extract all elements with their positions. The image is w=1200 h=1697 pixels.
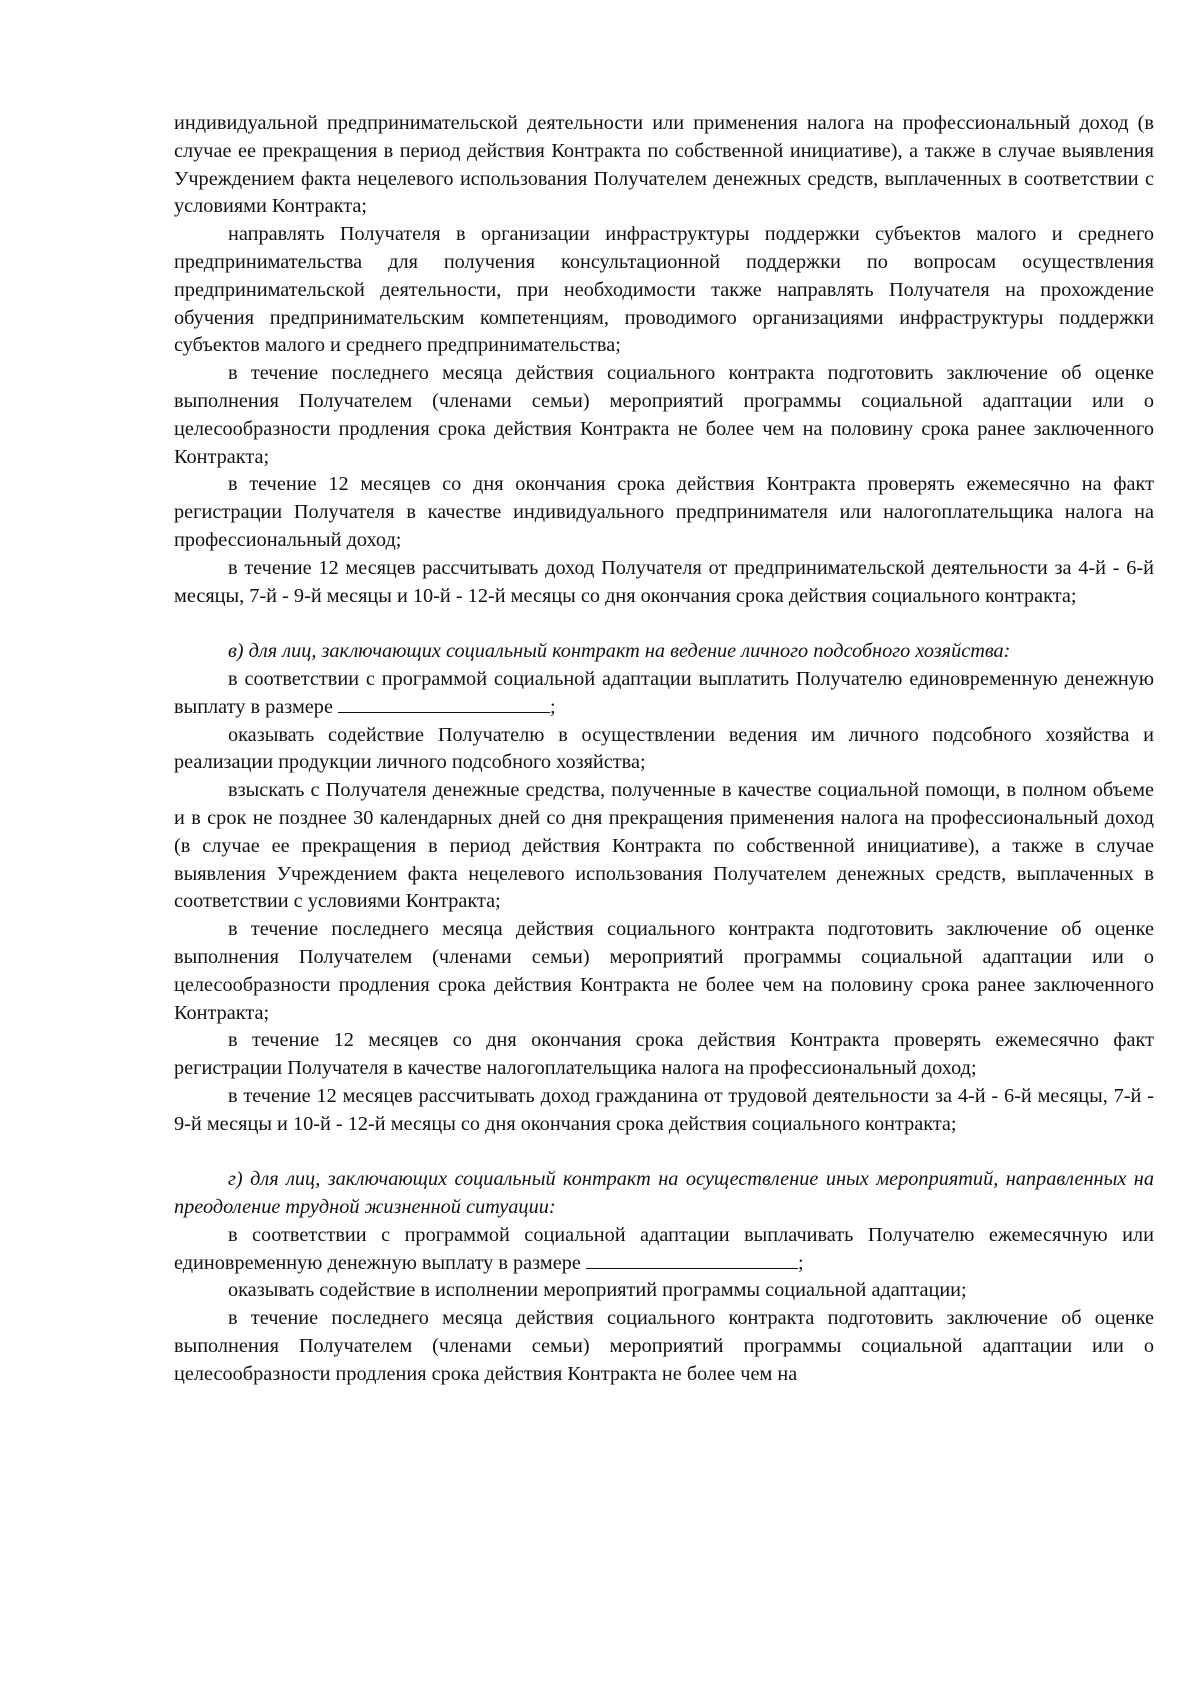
amount-blank-line	[586, 1250, 798, 1269]
paragraph-payment-blank	[174, 1222, 1154, 1278]
paragraph-plain: индивидуальной предпринимательской деятельности или применения налога на профессиональный доход (в случае ее прекращения в период действия Контракта по собственной инициативе), а также в случае выявления Учреждением факта нецелевого использования Получателем денежных средств, выплаченных в соответствии с условиями Контракта;	[174, 112, 1154, 218]
paragraph-registration-check: в течение 12 месяцев со дня окончания срока действия Контракта проверять ежемесячно факт регистрации Получателя в качестве налогоплательщика налога на профессиональный доход;	[174, 1029, 1154, 1080]
amount-blank-line	[338, 694, 550, 713]
paragraph-income-calculation: в течение 12 месяцев рассчитывать доход гражданина от трудовой деятельности за 4-й - 6-й месяцы, 7-й - 9-й месяцы и 10-й - 12-й месяцы со дня окончания срока действия социального контракта;	[174, 1084, 1154, 1135]
paragraph-assessment: в течение последнего месяца действия социального контракта подготовить заключение об оценке выполнения Получателем (членами семьи) мероприятий программы социальной адаптации или о целесообразности продления срока действия Контракта не более чем на	[174, 1307, 1154, 1385]
paragraph-household-assistance: оказывать содействие Получателю в осуществлении ведения им личного подсобного хозяйства и реализации продукции личного подсобного хозяйства;	[174, 723, 1154, 774]
paragraph-registration-check: в течение 12 месяцев со дня окончания срока действия Контракта проверять ежемесячно на факт регистрации Получателя в качестве индивидуального предпринимателя или налогоплательщика налога на профессиональный доход;	[174, 473, 1154, 551]
paragraph-program-assistance: оказывать содействие в исполнении мероприятий программы социальной адаптации;	[228, 1279, 967, 1302]
paragraph-assessment: в течение последнего месяца действия социального контракта подготовить заключение об оценке выполнения Получателем (членами семьи) мероприятий программы социальной адаптации или о целесообразности продления срока действия Контракта не более чем на половину срока ранее заключенного Контракта;	[174, 918, 1154, 1024]
payment-text-end: ;	[797, 1251, 804, 1274]
document-page	[174, 110, 1154, 1389]
paragraph-recovery: взыскать с Получателя денежные средства, полученные в качестве социальной помощи, в полном объеме и в срок не позднее 30 календарных дней со дня прекращения применения налога на профессиональный доход (в случае ее прекращения в период действия Контракта по собственной инициативе), а также в случае выявления Учреждением факта нецелевого использования Получателем денежных средств, выплаченных в соответствии с условиями Контракта;	[174, 779, 1154, 913]
paragraph-referral: направлять Получателя в организации инфраструктуры поддержки субъектов малого и среднего предпринимательства для получения консультационной поддержки по вопросам осуществления предпринимательской деятельности, при необходимости также направлять Получателя на прохождение обучения предпринимательским компетенциям, проводимого организациями инфраструктуры поддержки субъектов малого и среднего предпринимательства;	[174, 223, 1154, 357]
paragraph-income-calculation: в течение 12 месяцев рассчитывать доход Получателя от предпринимательской деятельности за 4-й - 6-й месяцы, 7-й - 9-й месяцы и 10-й - 12-й месяцы со дня окончания срока действия социального контракта;	[174, 556, 1154, 607]
section-heading-v: в) для лиц, заключающих социальный контракт на ведение личного подсобного хозяйства:	[228, 640, 1011, 663]
payment-text: в соответствии с программой социальной адаптации выплатить Получателю единовременную денежную выплату в размере	[174, 667, 1154, 718]
section-heading-g: г) для лиц, заключающих социальный контракт на осуществление иных мероприятий, направленных на преодоление трудной жизненной ситуации:	[174, 1168, 1154, 1219]
payment-text: в соответствии с программой социальной адаптации выплачивать Получателю ежемесячную или единовременную денежную выплату в размере	[174, 1223, 1154, 1274]
paragraph-payment-blank	[174, 666, 1154, 722]
payment-text-end: ;	[550, 695, 556, 718]
paragraph-assessment: в течение последнего месяца действия социального контракта подготовить заключение об оценке выполнения Получателем (членами семьи) мероприятий программы социальной адаптации или о целесообразности продления срока действия Контракта не более чем на половину срока ранее заключенного Контракта;	[174, 362, 1154, 468]
